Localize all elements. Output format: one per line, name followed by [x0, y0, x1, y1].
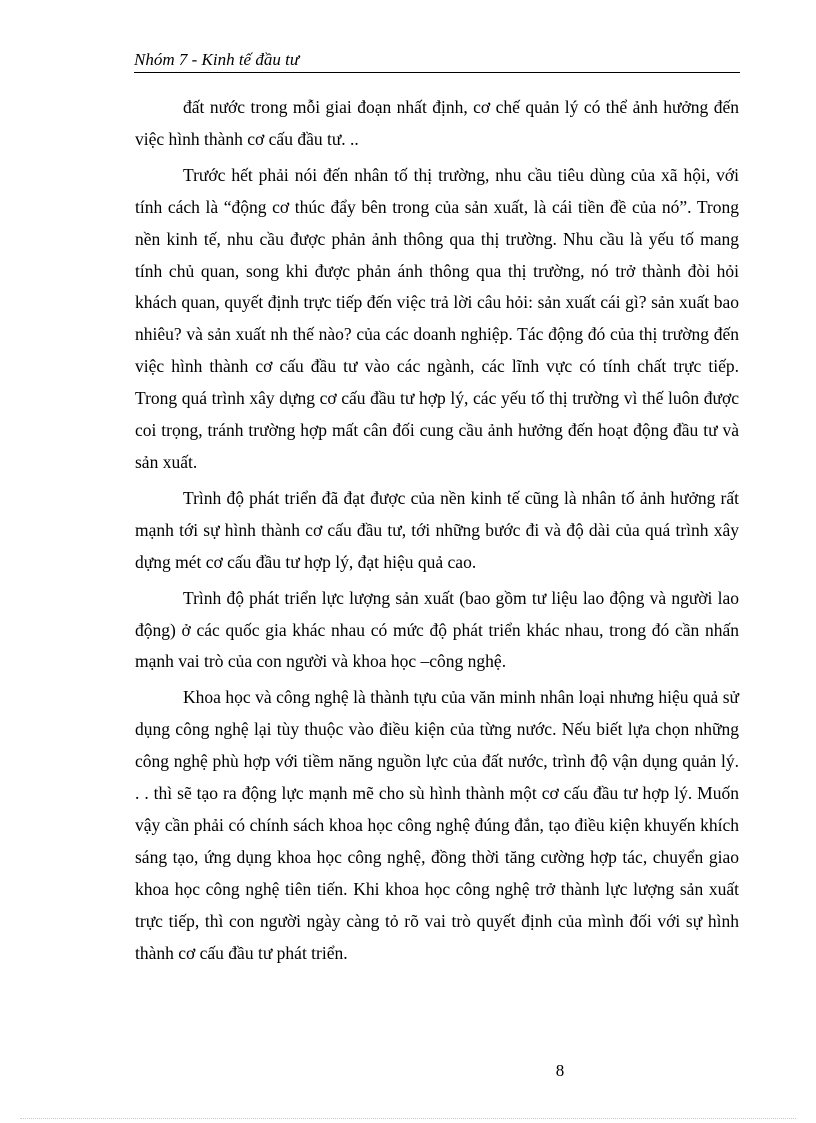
paragraph-1: đất nước trong mỗi giai đoạn nhất định, cơ chế quản lý có thể ảnh hưởng đến việc hình thành cơ cấu đầu tư. ..: [135, 97, 739, 149]
page-number: 8: [555, 1061, 565, 1080]
page-bottom-divider: [20, 1118, 796, 1119]
document-body: [135, 92, 739, 973]
header-title: Nhóm 7 - Kinh tế đầu tư: [134, 50, 300, 69]
page-header: [134, 48, 740, 73]
paragraph-2: Trước hết phải nói đến nhân tố thị trường, nhu cầu tiêu dùng của xã hội, với tính cách là “động cơ thúc đẩy bên trong của sản xuất, là cái tiền đề của nó”. Trong nền kinh tế, nhu cầu được phản ảnh thông qua thị trường. Nhu cầu là yếu tố mang tính chủ quan, song khi được phản ánh thông qua thị trường, nó trở thành đòi hỏi khách quan, quyết định trực tiếp đến việc trả lời câu hỏi: sản xuất cái gì? sản xuất bao nhiêu? và sản xuất nh thế nào? của các doanh nghiệp. Tác động đó của thị trường đến việc hình thành cơ cấu đầu tư vào các ngành, các lĩnh vực có tính chất trực tiếp. Trong quá trình xây dựng cơ cấu đầu tư hợp lý, các yếu tố thị trường vì thế luôn được coi trọng, tránh trường hợp mất cân đối cung cầu ảnh hưởng đến hoạt động đầu tư và sản xuất.: [135, 164, 739, 472]
paragraph-5: Khoa học và công nghệ là thành tựu của văn minh nhân loại nhưng hiệu quả sử dụng công nghệ lại tùy thuộc vào điều kiện của từng nước. Nếu biết lựa chọn những công nghệ phù hợp với tiềm năng nguồn lực của đất nước, trình độ vận dụng quản lý. . . thì sẽ tạo ra động lực mạnh mẽ cho sù hình thành một cơ cấu đầu tư hợp lý. Muốn vậy cần phải có chính sách khoa học công nghệ đúng đắn, tạo điều kiện khuyến khích sáng tạo, ứng dụng khoa học công nghệ, đồng thời tăng cường hợp tác, chuyển giao khoa học công nghệ tiên tiến. Khi khoa học công nghệ trở thành lực lượng sản xuất trực tiếp, thì con người ngày càng tỏ rõ vai trò quyết định của mình đối với sự hình thành cơ cấu đầu tư phát triển.: [135, 687, 739, 963]
paragraph-3: Trình độ phát triển đã đạt được của nền kinh tế cũng là nhân tố ảnh hưởng rất mạnh tới sự hình thành cơ cấu đầu tư, tới những bước đi và độ dài của quá trình xây dựng mét cơ cấu đầu tư hợp lý, đạt hiệu quả cao.: [135, 487, 739, 572]
paragraph-4: Trình độ phát triển lực lượng sản xuất (bao gồm tư liệu lao động và người lao động) ở các quốc gia khác nhau có mức độ phát triển khác nhau, trong đó cần nhấn mạnh vai trò của con người và khoa học –công nghệ.: [135, 587, 739, 672]
